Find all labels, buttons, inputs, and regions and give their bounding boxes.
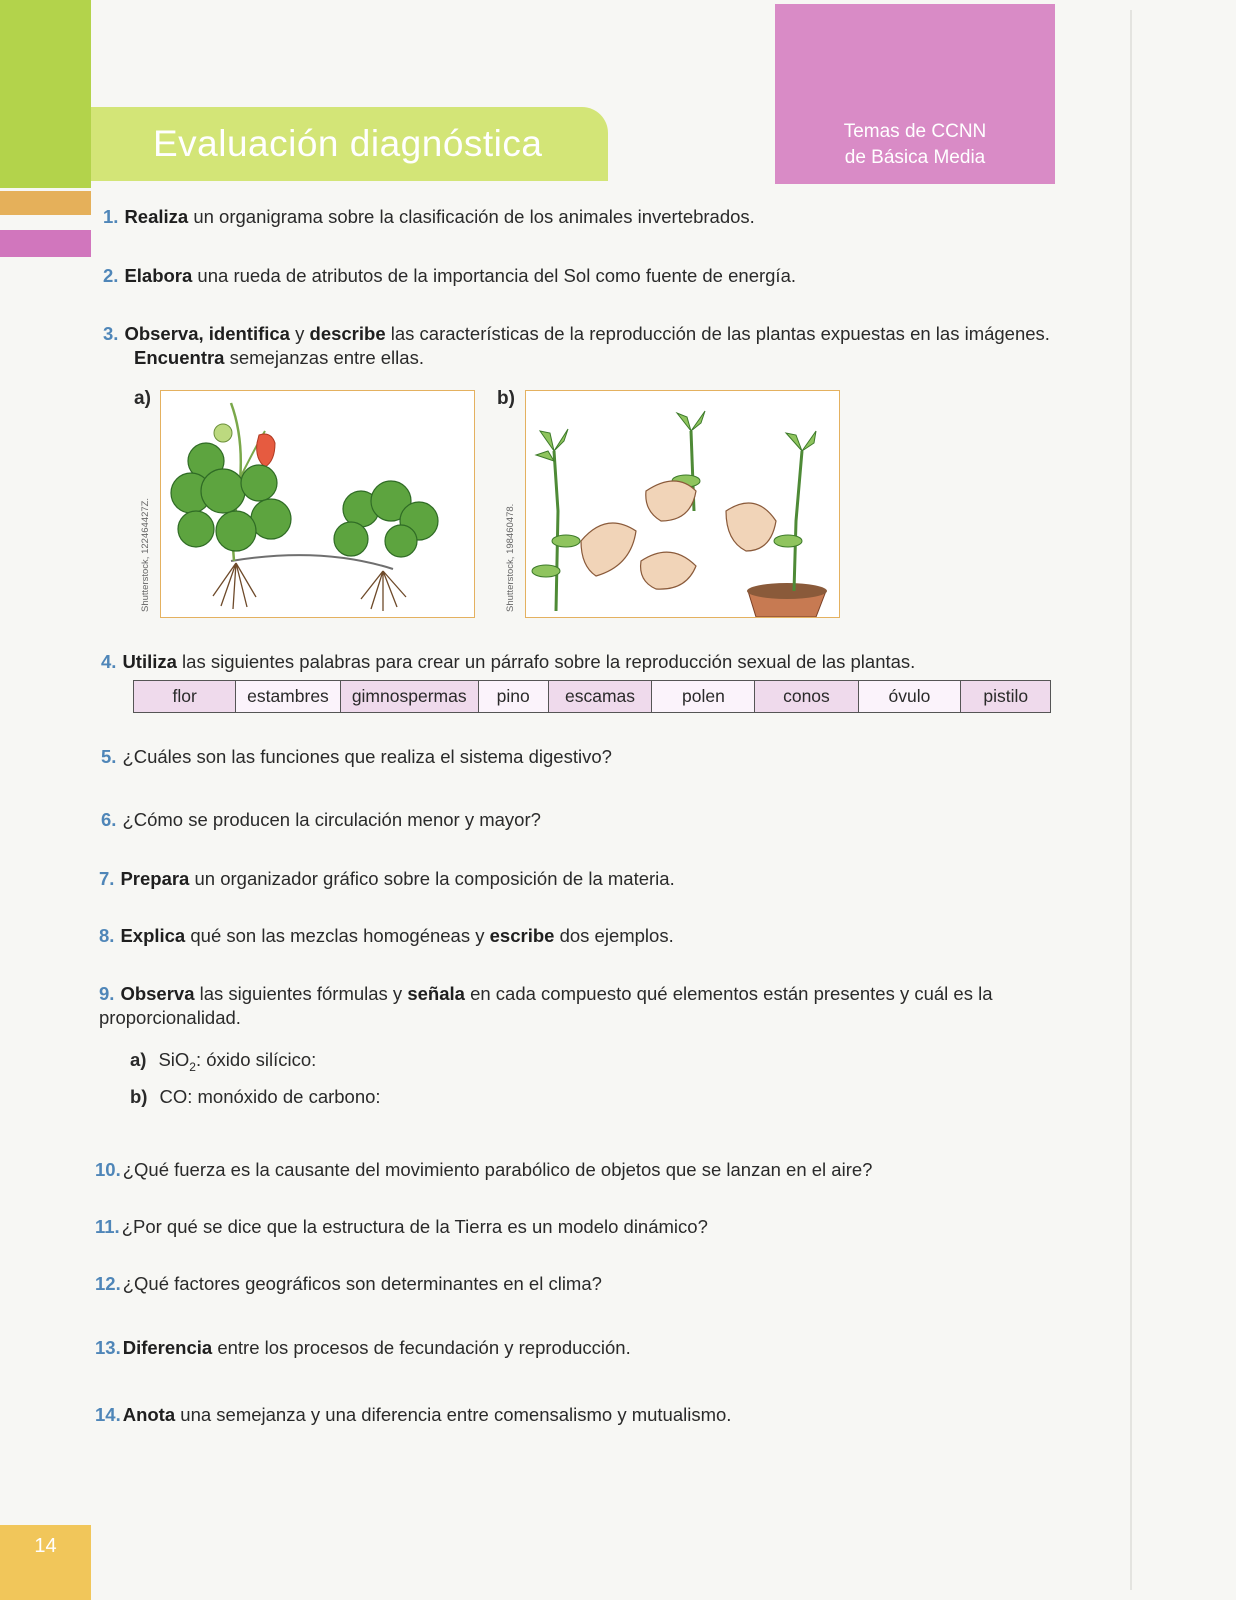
word-bank-row xyxy=(134,681,1051,713)
word-cell: flor xyxy=(134,681,236,713)
question-9-item-a: a) SiO$_2$: óxido silícico: xyxy=(130,1049,317,1074)
word-cell: gimnospermas xyxy=(340,681,478,713)
topic-badge-line2: de Básica Media xyxy=(844,147,986,168)
question-4: 4. Utiliza las siguientes palabras para crear un párrafo sobre la reproducción sexual de las plantas. xyxy=(101,651,916,672)
left-green-bar xyxy=(0,0,91,188)
question-7: 7. Prepara un organizador gráfico sobre la composición de la materia. xyxy=(99,868,675,889)
word-bank-table xyxy=(133,680,1051,713)
figure-a-strawberry xyxy=(160,390,475,618)
figure-a-credit: Shutterstock, 122464427Z. xyxy=(140,497,151,612)
word-cell: polen xyxy=(652,681,755,713)
word-cell: estambres xyxy=(236,681,340,713)
plant-cuttings-illustration xyxy=(526,391,839,617)
question-11: 11. ¿Por qué se dice que la estructura de la Tierra es un modelo dinámico? xyxy=(95,1216,708,1237)
question-8: 8. Explica qué son las mezclas homogéneas y escribe dos ejemplos. xyxy=(99,925,674,946)
page-number-box xyxy=(0,1525,91,1600)
page-title: Evaluación diagnóstica xyxy=(153,123,543,164)
figure-b-credit: Shutterstock, 198460478. xyxy=(505,503,516,612)
figure-b-label: b) xyxy=(497,388,515,409)
topic-badge-line1: Temas de CCNN xyxy=(843,121,987,142)
pink-tab xyxy=(0,230,91,257)
word-cell: pistilo xyxy=(961,681,1051,713)
figure-a-label: a) xyxy=(134,388,151,409)
question-1: 1. Realiza un organigrama sobre la clasificación de los animales invertebrados. xyxy=(103,206,755,227)
question-9-item-b: b) CO: monóxido de carbono: xyxy=(130,1086,381,1107)
word-cell: escamas xyxy=(548,681,652,713)
word-cell: óvulo xyxy=(858,681,961,713)
question-10: 10. ¿Qué fuerza es la causante del movimiento parabólico de objetos que se lanzan en el aire? xyxy=(95,1159,873,1180)
orange-tab xyxy=(0,191,91,215)
word-cell: pino xyxy=(478,681,548,713)
question-13: 13. Diferencia entre los procesos de fecundación y reproducción. xyxy=(95,1337,631,1358)
page-number: 14 xyxy=(34,1535,57,1557)
question-2: 2. Elabora una rueda de atributos de la importancia del Sol como fuente de energía. xyxy=(103,265,796,286)
word-cell: conos xyxy=(755,681,858,713)
question-5: 5. ¿Cuáles son las funciones que realiza el sistema digestivo? xyxy=(101,746,612,767)
question-14: 14. Anota una semejanza y una diferencia entre comensalismo y mutualismo. xyxy=(95,1404,732,1425)
question-6: 6. ¿Cómo se producen la circulación menor y mayor? xyxy=(101,809,541,830)
figure-b-cuttings xyxy=(525,390,840,618)
question-9: 9. Observa las siguientes fórmulas y señala en cada compuesto qué elementos están presentes y cuál es la proporcionalidad. xyxy=(99,983,993,1028)
topic-badge xyxy=(775,4,1055,184)
page-edge xyxy=(1130,10,1132,1590)
question-12: 12. ¿Qué factores geográficos son determinantes en el clima? xyxy=(95,1273,602,1294)
strawberry-plant-illustration xyxy=(161,391,474,617)
header-banner xyxy=(91,107,608,181)
question-3-line2: Encuentra semejanzas entre ellas. xyxy=(134,347,424,368)
question-3: 3. Observa, identifica y describe las características de la reproducción de las plantas expuestas en las imágenes. xyxy=(103,323,1050,344)
